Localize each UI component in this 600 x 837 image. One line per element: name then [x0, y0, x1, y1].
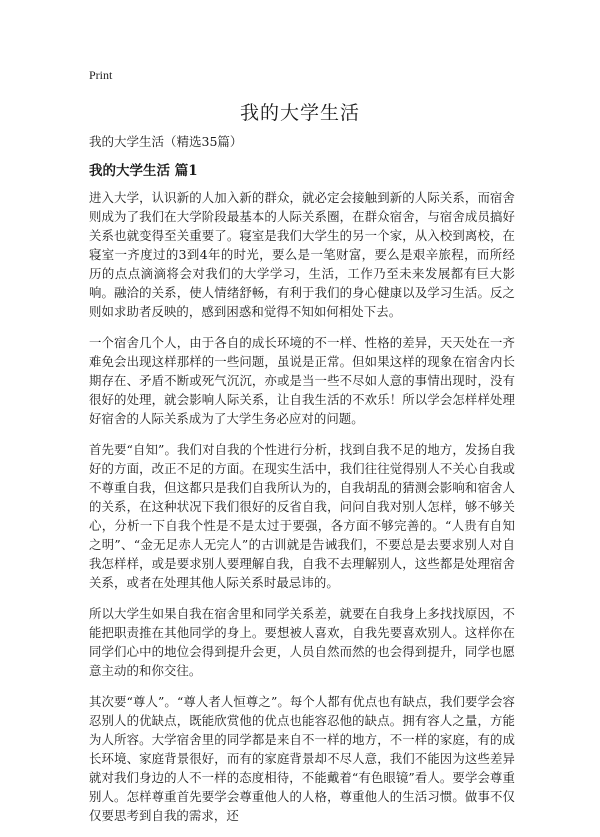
document-body: [89, 188, 515, 837]
paragraph: 进入大学，认识新的人加入新的群众，就必定会接触到新的人际关系，而宿舍则成为了我们在大学阶段最基本的人际关系圈，在群众宿舍，与宿舍成员搞好关系也就变得至关重要了。寝室是我们大学生的另一个家，从入校到离校，在寝室一齐度过的3到4年的时光，要么是一笔财富，要么是艰辛旅程，而所经历的点点滴滴将会对我们的大学学习，生活，工作乃至未来发展都有巨大影响。融洽的关系，使人情绪舒畅，有利于我们的身心健康以及学习生活。反之则如求助者反映的，感到困惑和觉得不知如何相处下去。: [89, 190, 515, 319]
paragraph: 首先要“自知”。我们对自我的个性进行分析，找到自我不足的地方，发扬自我好的方面，改正不足的方面。在现实生活中，我们往往觉得别人不关心自我或不尊重自我，但这都只是我们自我所认为的，自我胡乱的猜测会影响和宿舍人的关系，在这种状况下我们很好的反省自我，问问自我对别人怎样，够不够关心，分析一下自我个性是不是太过于要强，各方面不够完善的。“人贵有自知之明”、“金无足赤人无完人”的古训就是告诫我们，不要总是去要求别人对自我怎样样，或是要求别人要理解自我，自我不去理解别人，这些都是处理宿舍关系，或者在处理其他人际关系时最忌讳的。: [89, 442, 515, 590]
section-heading: 我的大学生活 篇1: [89, 163, 198, 179]
document-title: 我的大学生活: [239, 102, 360, 124]
document-subtitle: 我的大学生活（精选35篇）: [89, 134, 243, 149]
paragraph: 其次要“尊人”。“尊人者人恒尊之”。每个人都有优点也有缺点，我们要学会容忍别人的优缺点，既能欣赏他的优点也能容忍他的缺点。拥有容人之量，方能为人所容。大学宿舍里的同学都是来自不一样的地方，不一样的家庭，有的成长环境、家庭背景很好，而有的家庭背景却不尽人意，我们不能因为这些差异就对我们身边的人不一样的态度相待，不能戴着“有色眼镜”看人。要学会尊重别人。怎样尊重首先要学会尊重他人的人格，尊重他人的生活习惯。做事不仅仅要思考到自我的需求，还: [89, 694, 515, 823]
print-link[interactable]: Print: [89, 68, 113, 82]
paragraph: 一个宿舍几个人，由于各自的成长环境的不一样、性格的差异，天天处在一齐难免会出现这样那样的一些问题，虽说是正常。但如果这样的现象在宿舍内长期存在、矛盾不断或死气沉沉，亦或是当一些不尽如人意的事情出现时，没有很好的处理，就会影响人际关系，让自我生活的不欢乐！所以学会怎样样处理好宿舍的人际关系成为了大学生务必应对的问题。: [89, 335, 515, 426]
paragraph: 所以大学生如果自我在宿舍里和同学关系差，就要在自我身上多找找原因，不能把职责推在其他同学的身上。要想被人喜欢，自我先要喜欢别人。这样你在同学们心中的地位会得到提升会更，人员自然而然的也会得到提升，同学也愿意主动的和你交往。: [89, 606, 515, 678]
